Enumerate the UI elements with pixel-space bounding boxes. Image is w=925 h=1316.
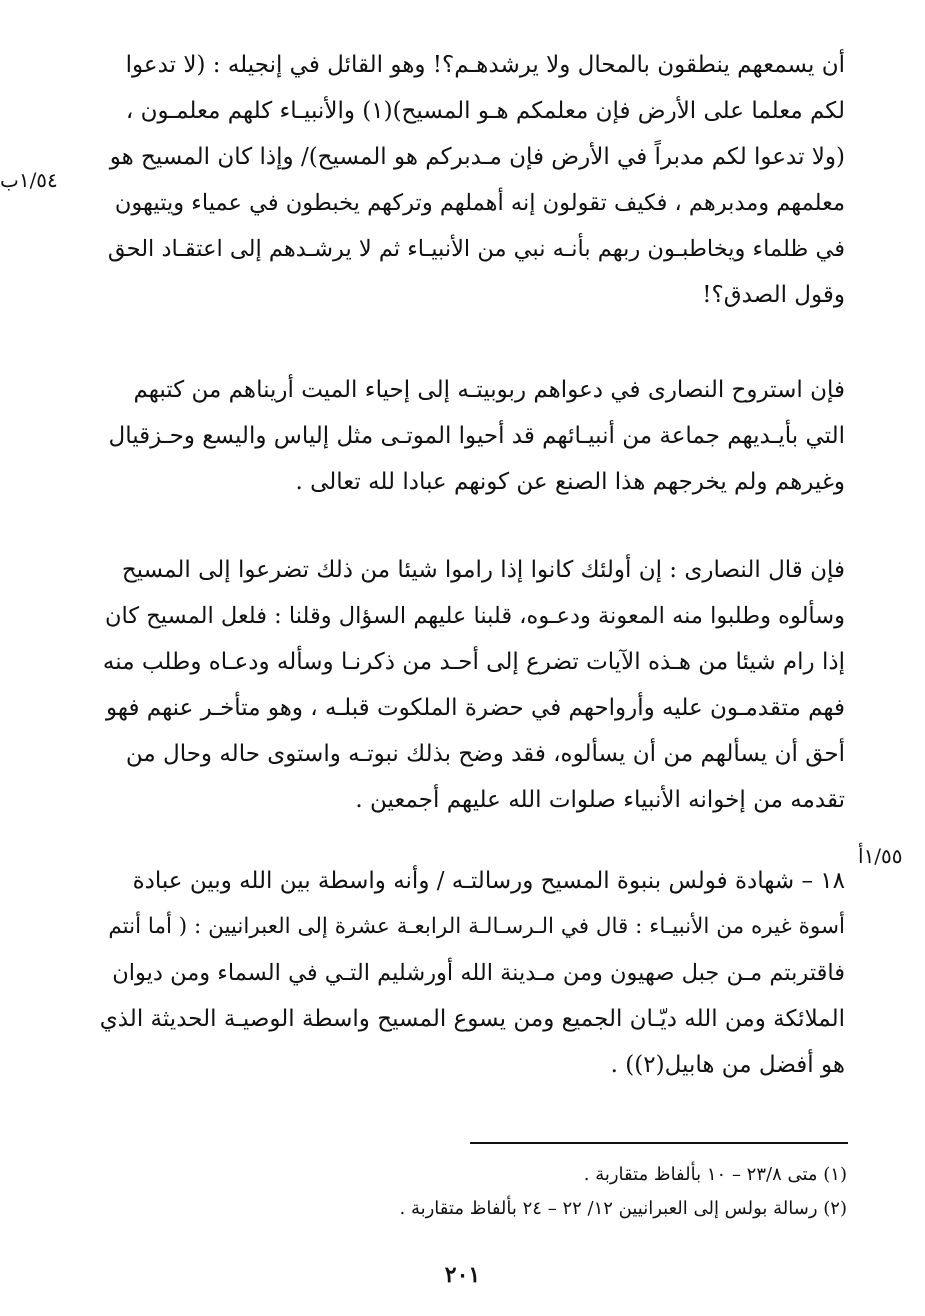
text-line: فإن قال النصارى : إن أولئك كانوا إذا راموا شيئا من ذلك تضرعوا إلى المسيح	[121, 557, 845, 583]
footnote-divider	[470, 1142, 848, 1144]
text-line: أسوة غيره من الأنبيـاء : قال في الـرسـالـة الرابعـة عشرة إلى العبرانيين : ( أما أنتم	[108, 914, 845, 939]
footnote: (١) متى ٢٣/٨ – ١٠ بألفاظ متقاربة .	[583, 1164, 847, 1185]
page-number: ٢٠١	[444, 1262, 481, 1288]
footnote: (٢) رسالة بولس إلى العبرانيين ١٢/ ٢٢ – ٢٤ بألفاظ متقاربة .	[399, 1198, 847, 1219]
paragraph-2	[100, 367, 845, 505]
text-line: وغيرهم ولم يخرجهم هذا الصنع عن كونهم عبادا لله تعالى .	[295, 469, 845, 495]
text-line: أحق أن يسألهم من أن يسألوه، فقد وضح بذلك نبوتـه واستوى حاله وحال من	[125, 741, 845, 767]
text-line: أن يسمعهم ينطقون بالمحال ولا يرشدهـم؟! وهو القائل في إنجيله : (لا تدعوا	[125, 52, 845, 78]
manuscript-folio-note: ١/٥٥أ	[858, 844, 903, 868]
text-line: لكم معلما على الأرض فإن معلمكم هـو المسيح)(١) والأنبيـاء كلهم معلمـون ،	[125, 98, 845, 124]
text-line: تقدمه من إخوانه الأنبياء صلوات الله عليهم أجمعين .	[355, 787, 845, 813]
text-line: فهم متقدمـون عليه وأرواحهم في حضرة الملكوت قبلـه ، وهو متأخـر عنهم فهو	[105, 695, 845, 721]
footnotes	[380, 1158, 847, 1226]
text-line: إذا رام شيئا من هـذه الآيات تضرع إلى أحـد من ذكرنـا وسأله ودعـاه وطلب منه	[102, 649, 845, 675]
text-line: (ولا تدعوا لكم مدبراً في الأرض فإن مـدبركم هو المسيح)/ وإذا كان المسيح هو	[109, 144, 845, 170]
text-line: التي بأيـديهم جماعة من أنبيـائهم قد أحيوا الموتـى مثل إلياس واليسع وحـزقيال	[108, 423, 845, 449]
paragraph-3	[100, 547, 845, 823]
manuscript-folio-note: ١/٥٤ب	[0, 168, 58, 192]
paragraph-1	[100, 42, 845, 318]
text-line: في ظلماء ويخاطبـون ربهم بأنـه نبي من الأنبيـاء ثم لا يرشـدهم إلى اعتقـاد الحق	[107, 236, 845, 262]
text-line: فإن استروح النصارى في دعواهم ربوبيتـه إلى إحياء الميت أريناهم من كتبهم	[133, 377, 845, 403]
text-line: وقول الصدق؟!	[702, 282, 845, 308]
paragraph-4	[100, 858, 845, 1088]
text-line: معلمهم ومدبرهم ، فكيف تقولون إنه أهملهم وتركهم يخبطون في عمياء ويتيهون	[114, 190, 845, 216]
text-line: هو أفضل من هابيل(٢)) .	[610, 1052, 845, 1078]
text-line: ١٨ – شهادة فولس بنبوة المسيح ورسالتـه / وأنه واسطة بين الله وبين عبادة	[132, 868, 845, 894]
text-line: وسألوه وطلبوا منه المعونة ودعـوه، قلبنا عليهم السؤال وقلنا : فلعل المسيح كان	[105, 603, 845, 629]
text-line: فاقتربتم مـن جبل صهيون ومن مـدينة الله أورشليم التـي في السماء ومن ديوان	[112, 960, 845, 986]
text-line: الملائكة ومن الله ديّـان الجميع ومن يسوع المسيح واسطة الوصيـة الحديثة الذي	[100, 1006, 845, 1032]
